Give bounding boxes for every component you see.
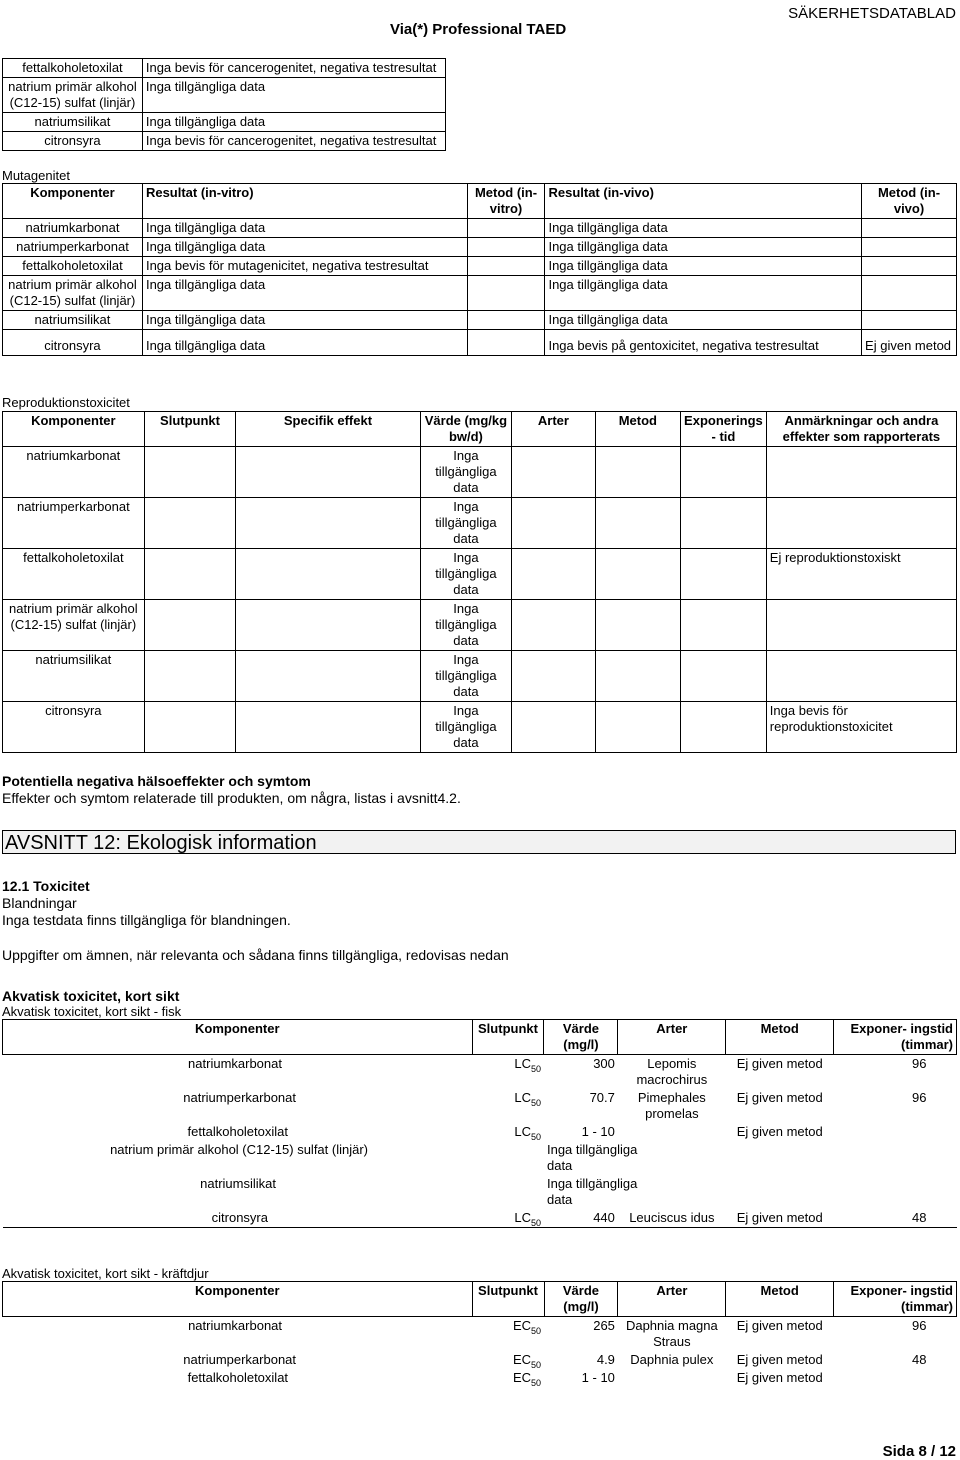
- exposure-cell: [681, 447, 767, 498]
- col-header: Resultat (in-vivo): [545, 184, 862, 219]
- reprotox-table: [2, 411, 957, 753]
- value-text: Inga tillgängliga data: [546, 1142, 638, 1173]
- component-cell: citronsyra: [3, 702, 145, 753]
- component-cell: natrium primär alkohol (C12-15) sulfat (linjär): [110, 1142, 368, 1157]
- section-12-title: AVSNITT 12: Ekologisk information: [2, 830, 956, 854]
- method-cell: Ej given metod: [736, 1352, 823, 1367]
- method-cell: [595, 549, 680, 600]
- method-cell: Ej given metod: [726, 1209, 834, 1228]
- fish-table-title: Akvatisk toxicitet, kort sikt - fisk: [2, 1004, 182, 1019]
- value-cell: Inga tillgängliga data: [420, 600, 512, 651]
- col-header: Slutpunkt: [472, 1282, 544, 1317]
- table-row: [3, 1175, 957, 1209]
- value-cell: Inga tillgängliga data: [420, 549, 512, 600]
- col-header: Exponer- ingstid (timmar): [834, 1282, 957, 1317]
- table-row: [3, 1089, 957, 1123]
- endpoint-cell: [472, 1209, 544, 1228]
- value-cell: 4.9: [596, 1352, 615, 1367]
- value-cell: 1 - 10: [581, 1124, 615, 1139]
- document-type-title: SÄKERHETSDATABLAD: [788, 5, 956, 22]
- value-cell: 265: [593, 1318, 615, 1333]
- col-header: Arter: [512, 412, 595, 447]
- endpoint-label: LC: [514, 1056, 531, 1071]
- potential-effects-text: Effekter och symtom relaterade till produkten, om några, listas i avsnitt4.2.: [2, 790, 461, 806]
- endpoint-cell: [472, 1123, 544, 1141]
- table-row: [3, 1209, 957, 1228]
- value-cell: 300: [593, 1056, 615, 1071]
- endpoint-subscript: 50: [530, 1098, 541, 1108]
- method-cell: [595, 600, 680, 651]
- table-row: [3, 78, 446, 113]
- endpoint-cell: [144, 702, 236, 753]
- method-cell: [595, 651, 680, 702]
- substances-text: Uppgifter om ämnen, när relevanta och sådana finns tillgängliga, redovisas nedan: [2, 947, 509, 963]
- component-cell: natriumperkarbonat: [183, 1352, 297, 1367]
- value-cell: 1 - 10: [581, 1370, 615, 1385]
- component-cell: natriumsilikat: [3, 651, 145, 702]
- col-header: Specifik effekt: [236, 412, 420, 447]
- effect-cell: [236, 498, 420, 549]
- vivo-method-cell: [862, 311, 957, 330]
- remark-cell: [766, 447, 956, 498]
- vivo-method-cell: [862, 257, 957, 276]
- component-cell: citronsyra: [3, 1209, 473, 1228]
- table-header-row: [3, 184, 957, 219]
- method-cell: Ej given metod: [736, 1370, 823, 1385]
- endpoint-subscript: 50: [531, 1360, 542, 1370]
- species-cell: [618, 1369, 726, 1387]
- vitro-result-cell: Inga tillgängliga data: [142, 330, 467, 356]
- endpoint-cell: [144, 549, 236, 600]
- value-cell: Inga tillgängliga data: [420, 651, 512, 702]
- vitro-method-cell: [467, 311, 545, 330]
- component-cell: natriumperkarbonat: [183, 1090, 296, 1105]
- method-cell: Ej given metod: [736, 1318, 823, 1333]
- table-row: [3, 447, 957, 498]
- endpoint-cell: [472, 1351, 544, 1369]
- endpoint-cell: [472, 1175, 544, 1209]
- component-cell: natriumsilikat: [3, 113, 143, 132]
- species-cell: [512, 702, 595, 753]
- table-row: [3, 276, 957, 311]
- component-cell: natriumperkarbonat: [3, 498, 145, 549]
- table-row: [3, 498, 957, 549]
- vivo-result-cell: Inga tillgängliga data: [545, 219, 862, 238]
- exposure-cell: [681, 600, 767, 651]
- species-cell: Daphnia pulex: [630, 1352, 714, 1367]
- component-cell: natriumkarbonat: [188, 1056, 282, 1071]
- vitro-result-cell: Inga tillgängliga data: [142, 219, 467, 238]
- component-cell: natrium primär alkohol (C12-15) sulfat (linjär): [3, 276, 143, 311]
- method-cell: [726, 1141, 834, 1175]
- method-cell: [726, 1175, 834, 1209]
- vitro-method-cell: [467, 276, 545, 311]
- endpoint-cell: [472, 1141, 544, 1175]
- blend-text: Inga testdata finns tillgängliga för blandningen.: [2, 912, 291, 928]
- endpoint-subscript: 50: [530, 1218, 541, 1228]
- exposure-cell: 48: [834, 1209, 957, 1228]
- col-header: Exponerings - tid: [681, 412, 767, 447]
- table-header-row: [3, 1020, 957, 1055]
- table-row: [3, 330, 957, 356]
- col-header: Komponenter: [3, 1020, 473, 1055]
- endpoint-cell: [472, 1369, 544, 1387]
- endpoint-label: EC: [512, 1318, 531, 1333]
- document-product-title: Via(*) Professional TAED: [390, 21, 567, 38]
- table-row: [3, 311, 957, 330]
- component-cell: natriumperkarbonat: [3, 238, 143, 257]
- method-cell: Ej given metod: [736, 1056, 823, 1071]
- endpoint-cell: [472, 1055, 544, 1090]
- vivo-method-cell: [862, 276, 957, 311]
- vivo-method-cell: [862, 219, 957, 238]
- aquatic-title: Akvatisk toxicitet, kort sikt: [2, 988, 180, 1004]
- vivo-result-cell: Inga tillgängliga data: [545, 257, 862, 276]
- col-header: Metod: [726, 1282, 834, 1317]
- col-header: Slutpunkt: [144, 412, 236, 447]
- col-header: Komponenter: [3, 412, 145, 447]
- species-cell: Pimephales promelas: [637, 1090, 706, 1121]
- species-cell: Daphnia magna Straus: [625, 1318, 718, 1349]
- value-cell: Inga tillgängliga data: [420, 447, 512, 498]
- table-row: [3, 1351, 957, 1369]
- value-cell: Inga tillgängliga data: [420, 702, 512, 753]
- col-header: Metod: [726, 1020, 834, 1055]
- endpoint-subscript: 50: [530, 1064, 541, 1074]
- table-row: [3, 113, 446, 132]
- blend-label: Blandningar: [2, 895, 77, 911]
- vitro-method-cell: [467, 257, 545, 276]
- vitro-result-cell: Inga tillgängliga data: [142, 238, 467, 257]
- endpoint-subscript: 50: [530, 1132, 541, 1142]
- reprotox-title: Reproduktionstoxicitet: [2, 395, 130, 410]
- vivo-method-cell: Ej given metod: [862, 330, 957, 356]
- table-row: [3, 651, 957, 702]
- remark-cell: [766, 498, 956, 549]
- endpoint-label: LC: [514, 1210, 531, 1225]
- vitro-method-cell: [467, 219, 545, 238]
- endpoint-label: EC: [512, 1352, 531, 1367]
- effect-cell: [236, 447, 420, 498]
- component-cell: natrium primär alkohol (C12-15) sulfat (linjär): [3, 78, 143, 113]
- exposure-cell: [834, 1175, 957, 1209]
- table-row: [3, 1141, 957, 1175]
- species-cell: [618, 1123, 726, 1141]
- table-row: [3, 1369, 957, 1387]
- exposure-cell: [834, 1369, 957, 1387]
- mutagenicity-title: Mutagenitet: [2, 168, 70, 183]
- exposure-cell: [681, 498, 767, 549]
- exposure-cell: 96: [912, 1318, 927, 1333]
- col-header: Värde (mg/l): [544, 1020, 618, 1055]
- table-row: [3, 1055, 957, 1090]
- exposure-cell: 96: [912, 1056, 927, 1071]
- exposure-cell: 48: [912, 1352, 927, 1367]
- page-number: Sida 8 / 12: [882, 1443, 956, 1460]
- exposure-cell: [834, 1123, 957, 1141]
- table-row: [3, 238, 957, 257]
- method-cell: Ej given metod: [736, 1124, 823, 1139]
- method-cell: [595, 447, 680, 498]
- vivo-result-cell: Inga bevis på gentoxicitet, negativa testresultat: [545, 330, 862, 356]
- crustacean-table-title: Akvatisk toxicitet, kort sikt - kräftdjur: [2, 1266, 209, 1281]
- endpoint-label: LC: [514, 1090, 531, 1105]
- table-row: [3, 702, 957, 753]
- carcinogenicity-table: [2, 58, 446, 151]
- mutagenicity-table: [2, 183, 957, 356]
- col-header: Metod (in-vivo): [862, 184, 957, 219]
- value-cell: 70.7: [589, 1090, 615, 1105]
- component-cell: fettalkoholetoxilat: [3, 59, 143, 78]
- vivo-method-cell: [862, 238, 957, 257]
- component-cell: natriumkarbonat: [188, 1318, 283, 1333]
- col-header: Metod (in-vitro): [467, 184, 545, 219]
- vivo-result-cell: Inga tillgängliga data: [545, 238, 862, 257]
- table-row: [3, 1317, 957, 1352]
- table-header-row: [3, 1282, 957, 1317]
- component-cell: natriumsilikat: [3, 311, 143, 330]
- remark-cell: [766, 651, 956, 702]
- exposure-cell: [681, 549, 767, 600]
- col-header: Arter: [618, 1282, 726, 1317]
- effect-cell: [236, 600, 420, 651]
- component-cell: citronsyra: [3, 132, 143, 151]
- col-header: Komponenter: [3, 184, 143, 219]
- exposure-cell: [834, 1141, 957, 1175]
- species-cell: Lepomis macrochirus: [636, 1056, 708, 1087]
- value-cell: 440: [544, 1209, 618, 1228]
- vitro-method-cell: [467, 238, 545, 257]
- exposure-cell: 96: [912, 1090, 927, 1105]
- vivo-result-cell: Inga tillgängliga data: [545, 276, 862, 311]
- col-header: Slutpunkt: [472, 1020, 544, 1055]
- col-header: Metod: [595, 412, 680, 447]
- table-row: [3, 59, 446, 78]
- table-row: [3, 549, 957, 600]
- col-header: Värde (mg/kg bw/d): [420, 412, 512, 447]
- remark-cell: Ej reproduktionstoxiskt: [766, 549, 956, 600]
- species-cell: Leuciscus idus: [618, 1209, 726, 1228]
- endpoint-label: EC: [512, 1370, 531, 1385]
- col-header: Resultat (in-vitro): [142, 184, 467, 219]
- value-cell: [544, 1141, 726, 1175]
- vivo-result-cell: Inga tillgängliga data: [545, 311, 862, 330]
- table-row: [3, 219, 957, 238]
- table-row: [3, 600, 957, 651]
- component-cell: natriumkarbonat: [3, 447, 145, 498]
- exposure-cell: [681, 702, 767, 753]
- subsection-title: 12.1 Toxicitet: [2, 878, 90, 894]
- result-cell: Inga bevis för cancerogenitet, negativa testresultat: [142, 132, 445, 151]
- vitro-result-cell: Inga tillgängliga data: [142, 276, 467, 311]
- result-cell: Inga bevis för cancerogenitet, negativa testresultat: [142, 59, 445, 78]
- value-text: Inga tillgängliga data: [546, 1176, 638, 1207]
- col-header: Värde (mg/l): [544, 1282, 618, 1317]
- method-cell: [595, 702, 680, 753]
- vitro-result-cell: Inga tillgängliga data: [142, 311, 467, 330]
- species-cell: [512, 549, 595, 600]
- species-cell: [512, 600, 595, 651]
- endpoint-label: LC: [514, 1124, 531, 1139]
- endpoint-cell: [472, 1317, 544, 1352]
- effect-cell: [236, 702, 420, 753]
- endpoint-cell: [144, 651, 236, 702]
- effect-cell: [236, 651, 420, 702]
- exposure-cell: [681, 651, 767, 702]
- method-cell: [595, 498, 680, 549]
- endpoint-cell: [472, 1089, 544, 1123]
- component-cell: fettalkoholetoxilat: [187, 1370, 289, 1385]
- col-header: Exponer- ingstid (timmar): [834, 1020, 957, 1055]
- potential-effects-title: Potentiella negativa hälsoeffekter och symtom: [2, 773, 311, 789]
- result-cell: Inga tillgängliga data: [142, 113, 445, 132]
- fish-toxicity-table: [2, 1019, 957, 1228]
- remark-cell: [766, 600, 956, 651]
- vitro-result-cell: Inga bevis för mutagenicitet, negativa testresultat: [142, 257, 467, 276]
- component-cell: citronsyra: [3, 330, 143, 356]
- method-cell: Ej given metod: [736, 1090, 823, 1105]
- endpoint-subscript: 50: [531, 1326, 542, 1336]
- col-header: Komponenter: [3, 1282, 473, 1317]
- component-cell: fettalkoholetoxilat: [3, 549, 145, 600]
- endpoint-cell: [144, 498, 236, 549]
- endpoint-subscript: 50: [531, 1378, 542, 1388]
- effect-cell: [236, 549, 420, 600]
- species-cell: [512, 447, 595, 498]
- component-cell: natriumsilikat: [200, 1176, 276, 1191]
- endpoint-cell: [144, 447, 236, 498]
- result-cell: Inga tillgängliga data: [142, 78, 445, 113]
- crustacean-toxicity-table: [2, 1281, 957, 1387]
- species-cell: [512, 498, 595, 549]
- table-row: [3, 132, 446, 151]
- component-cell: natriumkarbonat: [3, 219, 143, 238]
- endpoint-cell: [144, 600, 236, 651]
- vitro-method-cell: [467, 330, 545, 356]
- component-cell: fettalkoholetoxilat: [187, 1124, 288, 1139]
- value-cell: [544, 1175, 726, 1209]
- component-cell: natrium primär alkohol (C12-15) sulfat (linjär): [3, 600, 145, 651]
- remark-cell: Inga bevis för reproduktionstoxicitet: [766, 702, 956, 753]
- col-header: Anmärkningar och andra effekter som rapporterats: [766, 412, 956, 447]
- table-row: [3, 257, 957, 276]
- component-cell: fettalkoholetoxilat: [3, 257, 143, 276]
- value-cell: Inga tillgängliga data: [420, 498, 512, 549]
- col-header: Arter: [618, 1020, 726, 1055]
- table-header-row: [3, 412, 957, 447]
- table-row: [3, 1123, 957, 1141]
- species-cell: [512, 651, 595, 702]
